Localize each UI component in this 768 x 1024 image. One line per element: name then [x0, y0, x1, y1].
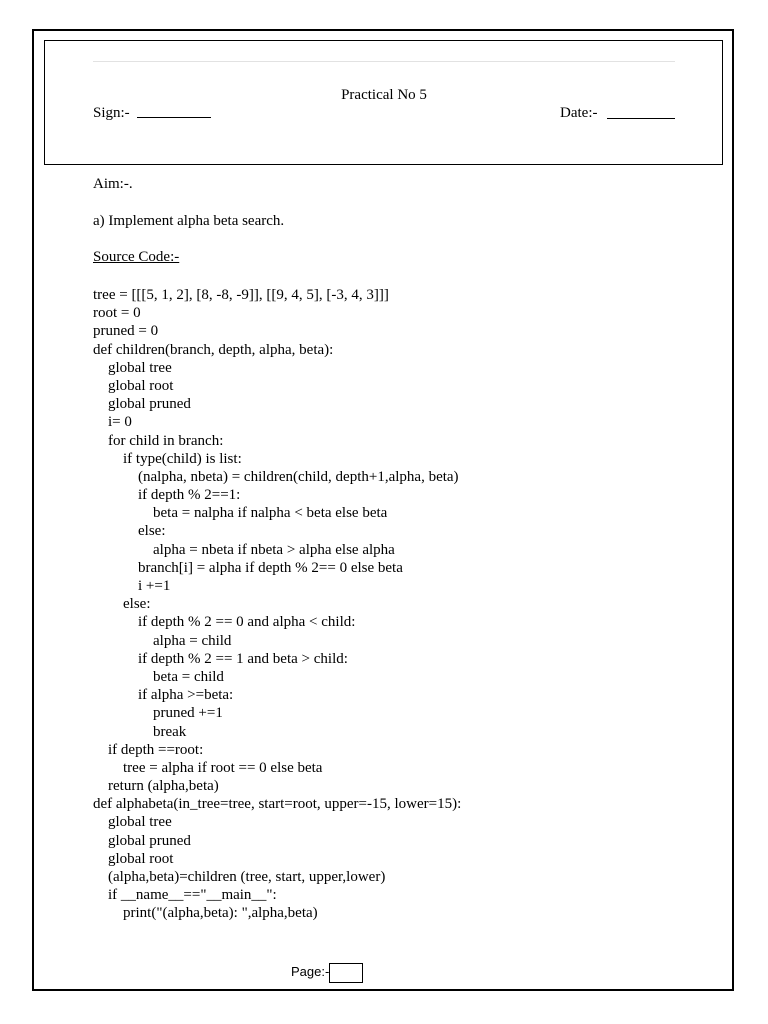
code-line: (alpha,beta)=children (tree, start, upper,lower) — [93, 869, 386, 885]
code-line: if alpha >=beta: — [93, 687, 234, 704]
code-line: else: — [93, 523, 166, 540]
code-line: if type(child) is list: — [93, 450, 242, 467]
page-number-box — [329, 963, 363, 983]
code-line: if depth % 2 == 1 and beta > child: — [93, 650, 348, 667]
code-line: pruned +=1 — [93, 705, 223, 722]
code-line: global tree — [93, 814, 172, 831]
code-line: if depth % 2==1: — [93, 487, 241, 504]
code-line: pruned = 0 — [93, 323, 159, 340]
date-label: Date:- — [560, 105, 598, 121]
aim-label: Aim:-. — [93, 176, 133, 192]
code-line: def alphabeta(in_tree=tree, start=root, upper=-15, lower=15): — [93, 796, 462, 813]
code-line: global pruned — [93, 832, 191, 849]
code-line: beta = child — [93, 668, 224, 685]
practical-title: Practical No 5 — [341, 87, 427, 103]
date-blank-line — [607, 118, 675, 119]
code-line: if depth ==root: — [93, 741, 204, 758]
code-line: i= 0 — [93, 414, 132, 431]
code-line: alpha = nbeta if nbeta > alpha else alpha — [93, 541, 395, 558]
code-line: alpha = child — [93, 632, 232, 649]
code-line: beta = nalpha if nalpha < beta else beta — [93, 505, 388, 522]
task-description: a) Implement alpha beta search. — [93, 213, 285, 229]
code-line: global pruned — [93, 396, 191, 413]
code-line: if depth % 2 == 0 and alpha < child: — [93, 614, 356, 631]
code-line: tree = alpha if root == 0 else beta — [93, 759, 323, 776]
source-code-block — [93, 286, 461, 923]
sign-label: Sign:- — [93, 105, 130, 121]
code-line: branch[i] = alpha if depth % 2== 0 else beta — [93, 559, 403, 576]
code-line: global root — [93, 377, 174, 394]
code-line: global tree — [93, 359, 172, 376]
code-line: if __name__=="__main__": — [93, 887, 277, 904]
code-line: global root — [93, 850, 174, 867]
code-line: (nalpha, nbeta) = children(child, depth+1,alpha, beta) — [93, 468, 459, 485]
code-line: tree = [[[5, 1, 2], [8, -8, -9]], [[9, 4, 5], [-3, 4, 3]]] — [93, 287, 389, 303]
code-line: return (alpha,beta) — [93, 778, 219, 795]
code-line: break — [93, 723, 187, 740]
code-line: def children(branch, depth, alpha, beta): — [93, 341, 334, 358]
code-line: root = 0 — [93, 305, 141, 322]
code-line: i +=1 — [93, 578, 171, 594]
code-line: else: — [93, 596, 151, 613]
source-code-heading: Source Code:- — [93, 249, 180, 265]
sign-blank-line — [137, 117, 211, 118]
code-line: for child in branch: — [93, 432, 224, 449]
header-divider — [93, 61, 675, 62]
code-line: print("(alpha,beta): ",alpha,beta) — [93, 905, 318, 922]
page-label: Page:- — [291, 964, 330, 979]
